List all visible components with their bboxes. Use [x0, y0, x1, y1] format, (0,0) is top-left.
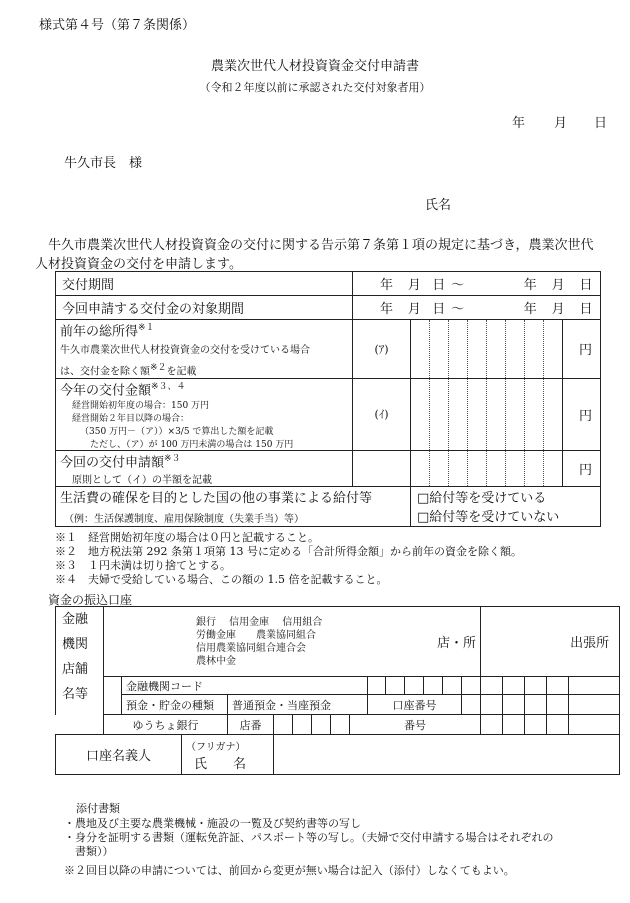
grant-period-label: 交付期間	[56, 272, 353, 296]
digit-cell[interactable]	[525, 450, 544, 486]
note-4: ※４ 夫婦で受給している場合、この額の 1.5 倍を記載すること。	[55, 573, 388, 586]
request-amount-mark	[353, 450, 411, 486]
digit-cell[interactable]	[468, 450, 487, 486]
date-month-label: 月	[554, 116, 568, 131]
mark-a: (ｱ)	[353, 320, 411, 379]
target-period-row	[56, 296, 601, 320]
attachment-item-1: ・農地及び主要な農業機械・施設の一覧及び契約書等の写し	[64, 817, 361, 830]
form-number: 様式第４号（第７条関係）	[39, 18, 196, 33]
attachment-item-2: ・身分を証明する書類（運転免許証、パスポート等の写し。（夫婦で交付申請する場合はそれぞれの	[64, 831, 554, 844]
code-cell[interactable]	[525, 677, 547, 695]
request-amount-row	[56, 450, 601, 486]
holder-name-label: （フリガナ） 氏 名	[182, 735, 274, 775]
number-digit[interactable]	[569, 715, 620, 735]
store-digit[interactable]	[274, 715, 293, 735]
yen-unit: 円	[563, 450, 601, 486]
form-subtitle: （令和２年度以前に承認された交付対象者用）	[199, 81, 431, 94]
benefit-not-receiving-checkbox[interactable]: □給付等を受けていない	[417, 510, 560, 526]
target-period-label: 今回申請する交付金の対象期間	[56, 296, 353, 320]
yen-unit: 円	[563, 320, 601, 379]
account-digit[interactable]	[481, 695, 503, 715]
institution-code-label: 金融機関コード	[122, 677, 368, 695]
benefit-receiving-checkbox[interactable]: □給付等を受けている	[417, 491, 547, 507]
digit-cell[interactable]	[411, 320, 430, 379]
digit-cell[interactable]	[506, 378, 525, 450]
digit-cell[interactable]	[449, 320, 468, 379]
institution-types[interactable]: 銀行 信用金庫 信用組合 労働金庫 農業協同組合 信用農業協同組合連合会 農林中金	[104, 607, 368, 677]
code-cell[interactable]	[368, 677, 386, 695]
digit-cell[interactable]	[411, 378, 430, 450]
yucho-number-label: 番号	[350, 715, 481, 735]
digit-cell[interactable]	[411, 450, 430, 486]
number-digit[interactable]	[547, 715, 569, 735]
digit-cell[interactable]	[487, 378, 506, 450]
digit-cell[interactable]	[449, 378, 468, 450]
digit-cell[interactable]	[430, 450, 449, 486]
account-number-label: 口座番号	[368, 695, 462, 715]
yen-unit: 円	[563, 378, 601, 450]
account-digit[interactable]	[525, 695, 547, 715]
store-number-label: 店番	[228, 715, 274, 735]
code-cell[interactable]	[503, 677, 525, 695]
form-title: 農業次世代人材投資資金交付申請書	[210, 59, 419, 74]
digit-cell[interactable]	[544, 378, 563, 450]
note-3: ※３ １円未満は切り捨てとする。	[55, 559, 231, 572]
digit-cell[interactable]	[487, 450, 506, 486]
date-day-label: 日	[594, 116, 608, 131]
code-cell[interactable]	[481, 677, 503, 695]
account-holder-input[interactable]	[274, 735, 620, 775]
account-digit[interactable]	[547, 695, 569, 715]
code-cell[interactable]	[405, 677, 424, 695]
target-period-input[interactable]: 年 月 日 ～ 年 月 日	[353, 296, 601, 320]
store-digit[interactable]	[331, 715, 350, 735]
prior-income-row	[56, 320, 601, 379]
account-digit[interactable]	[569, 695, 620, 715]
note-2: ※２ 地方税法第 292 条第１項第 13 号に定める「合計所得金額」から前年の資金を除く額。	[55, 545, 522, 558]
grant-period-row	[56, 272, 601, 296]
other-benefits-row	[56, 486, 601, 526]
institution-label: 金融 機関 店舗 名等	[56, 607, 104, 715]
number-digit[interactable]	[481, 715, 503, 735]
account-digit[interactable]	[462, 695, 481, 715]
grant-period-input[interactable]: 年 月 日 ～ 年 月 日	[353, 272, 601, 296]
attachments-title: 添付書類	[76, 802, 120, 815]
bank-section-title: 資金の振込口座	[48, 593, 133, 607]
digit-cell[interactable]	[506, 320, 525, 379]
code-cell[interactable]	[443, 677, 462, 695]
applicant-name-label: 氏名	[425, 198, 452, 213]
grant-amount-row	[56, 378, 601, 450]
deposit-type-options[interactable]: 普通預金・当座預金	[228, 695, 368, 715]
store-digit[interactable]	[312, 715, 331, 735]
digit-cell[interactable]	[449, 450, 468, 486]
number-digit[interactable]	[503, 715, 525, 735]
digit-cell[interactable]	[544, 450, 563, 486]
grant-amount-label: 今年の交付金額$^{※3、4}$ 経営開始初年度の場合：150 万円 経営開始２年目以降の場合： （350 万円－（ア））×3/5 で算出した額を記載 ただし、（ア）が 100 万円未満の場合は 150 万円	[56, 378, 353, 450]
digit-cell[interactable]	[506, 450, 525, 486]
digit-cell[interactable]	[468, 320, 487, 379]
yucho-label: ゆうちょ銀行	[104, 715, 228, 735]
mark-i: (ｲ)	[353, 378, 411, 450]
other-benefits-label: 生活費の確保を目的とした国の他の事業による給付等 （例：生活保護制度、雇用保険制度（失業手当）等）	[56, 486, 411, 526]
application-table	[55, 271, 601, 527]
digit-cell[interactable]	[430, 378, 449, 450]
digit-cell[interactable]	[544, 320, 563, 379]
bank-account-table	[55, 606, 620, 775]
code-cell[interactable]	[569, 677, 620, 695]
date-year-label: 年	[512, 116, 526, 131]
intro-line-2: 人材投資資金の交付を申請します。	[35, 257, 242, 272]
code-cell[interactable]	[462, 677, 481, 695]
attachment-footnote: ※２回目以降の申請については、前回から変更が無い場合は記入（添付）しなくてもよい。	[64, 864, 515, 877]
code-cell[interactable]	[547, 677, 569, 695]
sub-branch-label[interactable]: 出張所	[481, 607, 620, 677]
digit-cell[interactable]	[525, 320, 544, 379]
branch-label[interactable]: 店・所	[368, 607, 481, 677]
code-cell[interactable]	[424, 677, 443, 695]
note-1: ※１ 経営開始初年度の場合は０円と記載すること。	[55, 531, 319, 544]
number-digit[interactable]	[525, 715, 547, 735]
digit-cell[interactable]	[468, 378, 487, 450]
attachment-item-3: 書類））	[64, 845, 114, 858]
account-digit[interactable]	[503, 695, 525, 715]
prior-income-label: 前年の総所得$^{※1}$ 牛久市農業次世代人材投資資金の交付を受けている場合 は、交付金を除く額$^{※2}$を記載	[56, 320, 353, 379]
store-digit[interactable]	[293, 715, 312, 735]
deposit-type-label: 預金・貯金の種類	[122, 695, 228, 715]
intro-line-1: 牛久市農業次世代人材投資資金の交付に関する告示第７条第１項の規定に基づき，農業次世代	[35, 238, 594, 253]
digit-cell[interactable]	[487, 320, 506, 379]
request-amount-label: 今回の交付申請額$^{※3}$ 原則として（イ）の半額を記載	[56, 450, 353, 486]
account-holder-label: 口座名義人	[56, 735, 182, 775]
code-cell[interactable]	[386, 677, 405, 695]
digit-cell[interactable]	[525, 378, 544, 450]
digit-cell[interactable]	[430, 320, 449, 379]
addressee: 牛久市長 様	[64, 156, 143, 171]
other-benefits-options	[411, 486, 601, 526]
